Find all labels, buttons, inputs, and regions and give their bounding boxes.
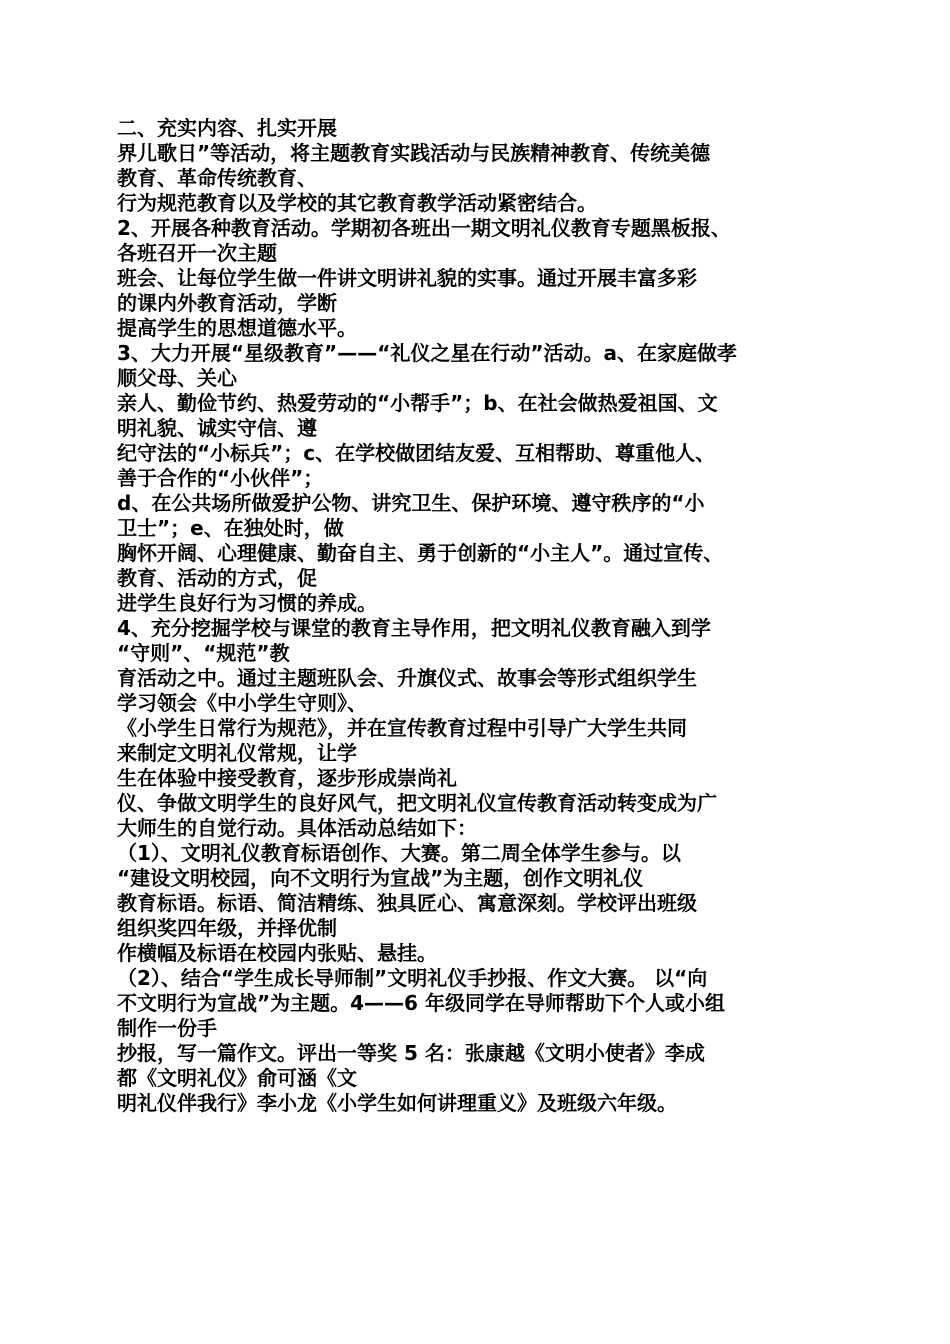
text-line: 进学生良好行为习惯的养成。 <box>117 591 377 615</box>
text-line: 行为规范教育以及学校的其它教育教学活动紧密结合。 <box>117 191 597 215</box>
text-line: 作横幅及标语在校园内张贴、悬挂。 <box>117 941 437 965</box>
text-line: 顺父母、关心 <box>117 366 237 390</box>
text-line: 明礼仪伴我行》李小龙《小学生如何讲理重义》及班级六年级。 <box>117 1091 677 1115</box>
text-line: 制作一份手 <box>117 1016 217 1040</box>
text-line: （2）、结合“学生成长导师制”文明礼仪手抄报、作文大赛。 以“向 <box>117 966 708 990</box>
text-line: 不文明行为宣战”为主题。4——6 年级同学在导师帮助下个人或小组 <box>117 991 725 1015</box>
text-line: d、在公共场所做爱护公物、讲究卫生、保护环境、遵守秩序的“小 <box>117 491 705 515</box>
text-line: 4、充分挖掘学校与课堂的教育主导作用，把文明礼仪教育融入到学 <box>117 616 711 640</box>
text-line: 班会、让每位学生做一件讲文明讲礼貌的实事。通过开展丰富多彩 <box>117 266 697 290</box>
text-line: 各班召开一次主题 <box>117 241 277 265</box>
text-line: 二、充实内容、扎实开展 <box>117 116 337 140</box>
text-line: “建设文明校园，向不文明行为宣战”为主题，创作文明礼仪 <box>117 866 644 890</box>
text-line: 大师生的自觉行动。具体活动总结如下： <box>117 816 477 840</box>
text-line: 教育标语。标语、简洁精练、独具匠心、寓意深刻。学校评出班级 <box>117 891 697 915</box>
text-line: 3、大力开展“星级教育”——“礼仪之星在行动”活动。a、在家庭做孝 <box>117 341 737 365</box>
text-line: 界儿歌日”等活动，将主题教育实践活动与民族精神教育、传统美德 <box>117 141 711 165</box>
text-line: 明礼貌、诚实守信、遵 <box>117 416 317 440</box>
text-line: 都《文明礼仪》俞可涵《文 <box>117 1066 357 1090</box>
text-line: 仪、争做文明学生的良好风气，把文明礼仪宣传教育活动转变成为广 <box>117 791 717 815</box>
text-line: “守则”、“规范”教 <box>117 641 290 665</box>
text-line: 善于合作的“小伙伴”； <box>117 466 324 490</box>
text-line: 教育、活动的方式，促 <box>117 566 317 590</box>
text-line: 组织奖四年级，并择优制 <box>117 916 337 940</box>
text-line: 抄报，写一篇作文。评出一等奖 5 名：张康越《文明小使者》李成 <box>117 1041 705 1065</box>
text-line: 学习领会《中小学生守则》、 <box>117 691 367 715</box>
text-line: （1）、文明礼仪教育标语创作、大赛。第二周全体学生参与。以 <box>117 841 681 865</box>
text-line: 亲人、勤俭节约、热爱劳动的“小帮手”；b、在社会做热爱祖国、文 <box>117 391 718 415</box>
text-line: 生在体验中接受教育，逐步形成崇尚礼 <box>117 766 457 790</box>
text-line: 《小学生日常行为规范》，并在宣传教育过程中引导广大学生共同 <box>117 716 687 740</box>
text-line: 纪守法的“小标兵”；c、在学校做团结友爱、互相帮助、尊重他人、 <box>117 441 716 465</box>
text-line: 提高学生的思想道德水平。 <box>117 316 357 340</box>
text-line: 2、开展各种教育活动。学期初各班出一期文明礼仪教育专题黑板报、 <box>117 216 731 240</box>
text-line: 的课内外教育活动，学断 <box>117 291 337 315</box>
text-line: 育活动之中。通过主题班队会、升旗仪式、故事会等形式组织学生 <box>117 666 697 690</box>
text-line: 卫士”；e、在独处时，做 <box>117 516 344 540</box>
document-body <box>117 116 837 1116</box>
text-line: 胸怀开阔、心理健康、勤奋自主、勇于创新的“小主人”。通过宣传、 <box>117 541 724 565</box>
text-line: 教育、革命传统教育、 <box>117 166 317 190</box>
text-line: 来制定文明礼仪常规，让学 <box>117 741 357 765</box>
